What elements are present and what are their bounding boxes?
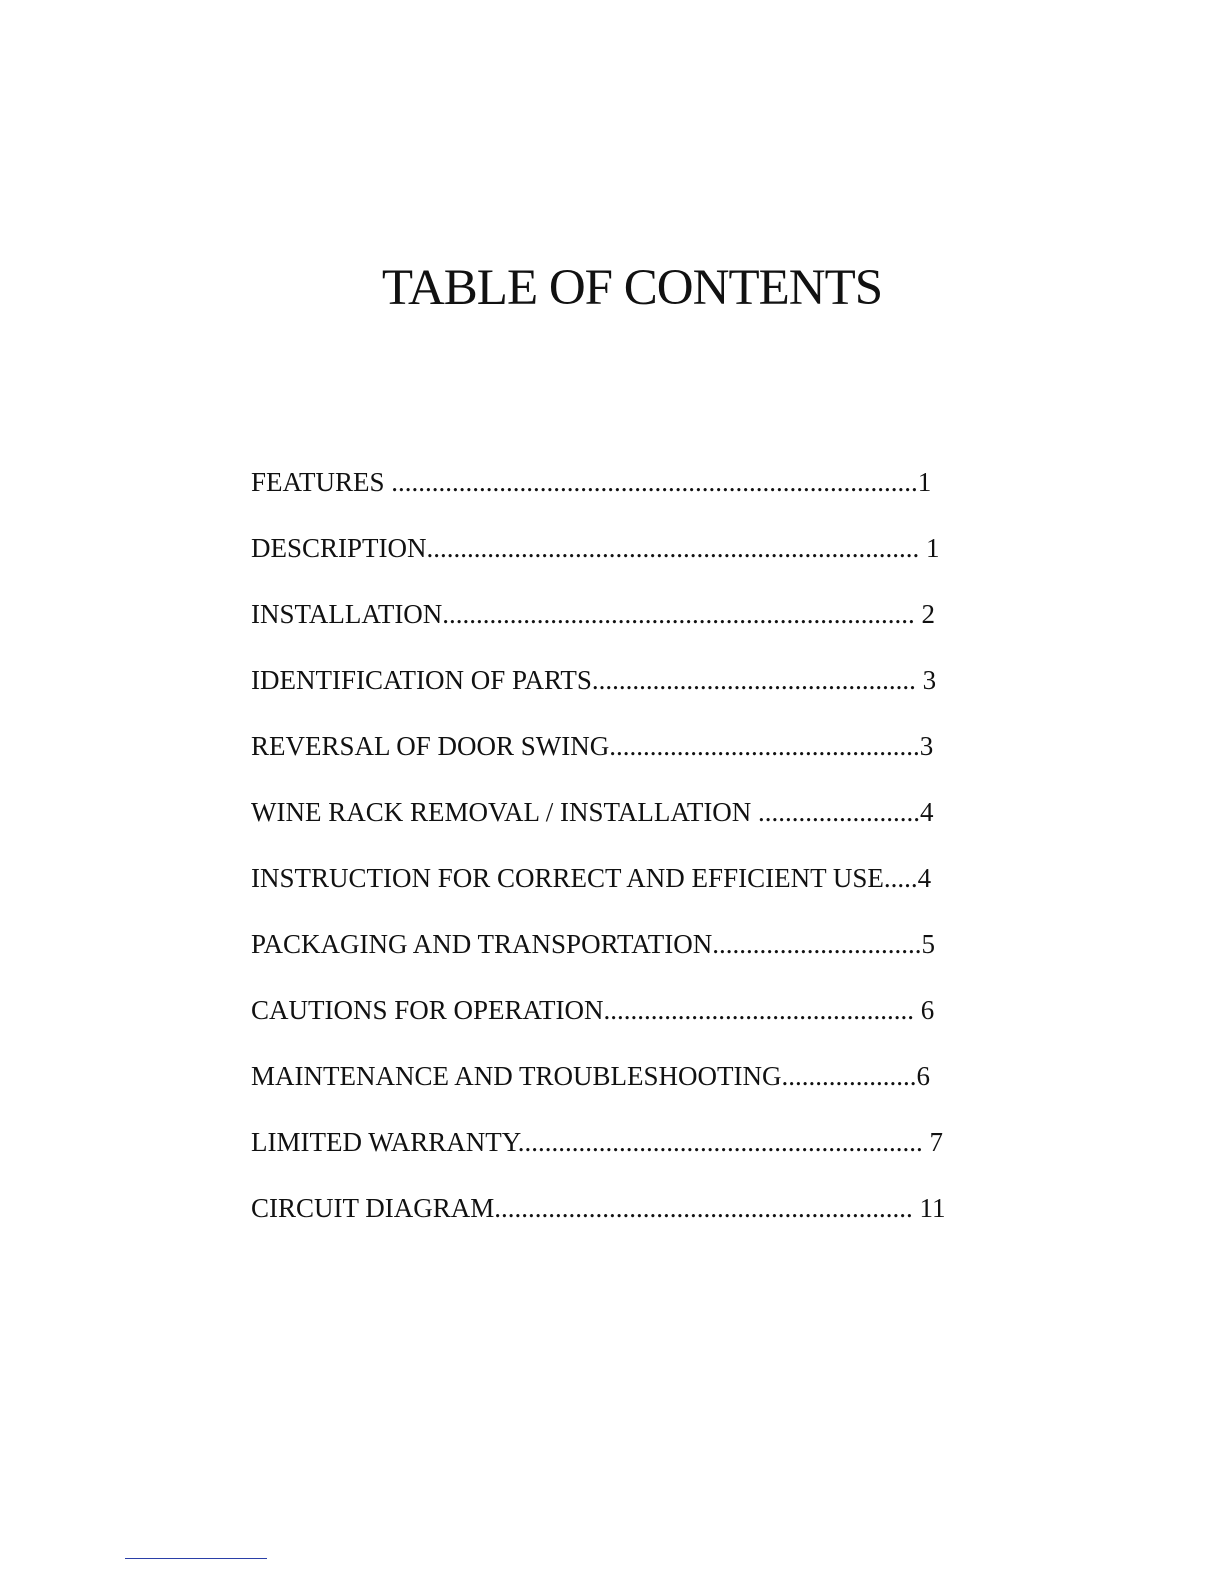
toc-entry-text: LIMITED WARRANTY............................................................ 7 — [251, 1127, 943, 1157]
toc-entry-text: INSTALLATION...................................................................... 2 — [251, 599, 936, 629]
footer-rule — [125, 1558, 267, 1559]
toc-entry-text: CAUTIONS FOR OPERATION.............................................. 6 — [251, 995, 935, 1025]
toc-entry-instruction — [251, 858, 1011, 924]
toc-entry-features — [251, 462, 1011, 528]
toc-entry-text: IDENTIFICATION OF PARTS................................................ 3 — [251, 665, 937, 695]
toc-entry-text: MAINTENANCE AND TROUBLESHOOTING....................6 — [251, 1061, 930, 1091]
toc-entry-cautions — [251, 990, 1011, 1056]
toc-entry-text: PACKAGING AND TRANSPORTATION...............................5 — [251, 929, 936, 959]
toc-entry-circuit-diagram — [251, 1188, 1011, 1254]
toc-entry-packaging — [251, 924, 1011, 990]
toc-entry-description — [251, 528, 1011, 594]
toc-entry-text: FEATURES ..............................................................................1 — [251, 467, 932, 497]
page-title: TABLE OF CONTENTS — [381, 260, 883, 316]
toc-entry-limited-warranty — [251, 1122, 1011, 1188]
toc-entry-text: DESCRIPTION......................................................................... 1 — [251, 533, 940, 563]
toc-entry-installation — [251, 594, 1011, 660]
table-of-contents — [251, 462, 1011, 1254]
toc-entry-text: WINE RACK REMOVAL / INSTALLATION ........................4 — [251, 797, 934, 827]
toc-entry-reversal-of-door-swing — [251, 726, 1011, 792]
toc-entry-text: INSTRUCTION FOR CORRECT AND EFFICIENT USE.....4 — [251, 863, 932, 893]
toc-entry-wine-rack — [251, 792, 1011, 858]
toc-entry-text: CIRCUIT DIAGRAM.............................................................. 11 — [251, 1193, 946, 1223]
toc-entry-text: REVERSAL OF DOOR SWING..............................................3 — [251, 731, 934, 761]
toc-entry-identification-of-parts — [251, 660, 1011, 726]
toc-entry-maintenance — [251, 1056, 1011, 1122]
